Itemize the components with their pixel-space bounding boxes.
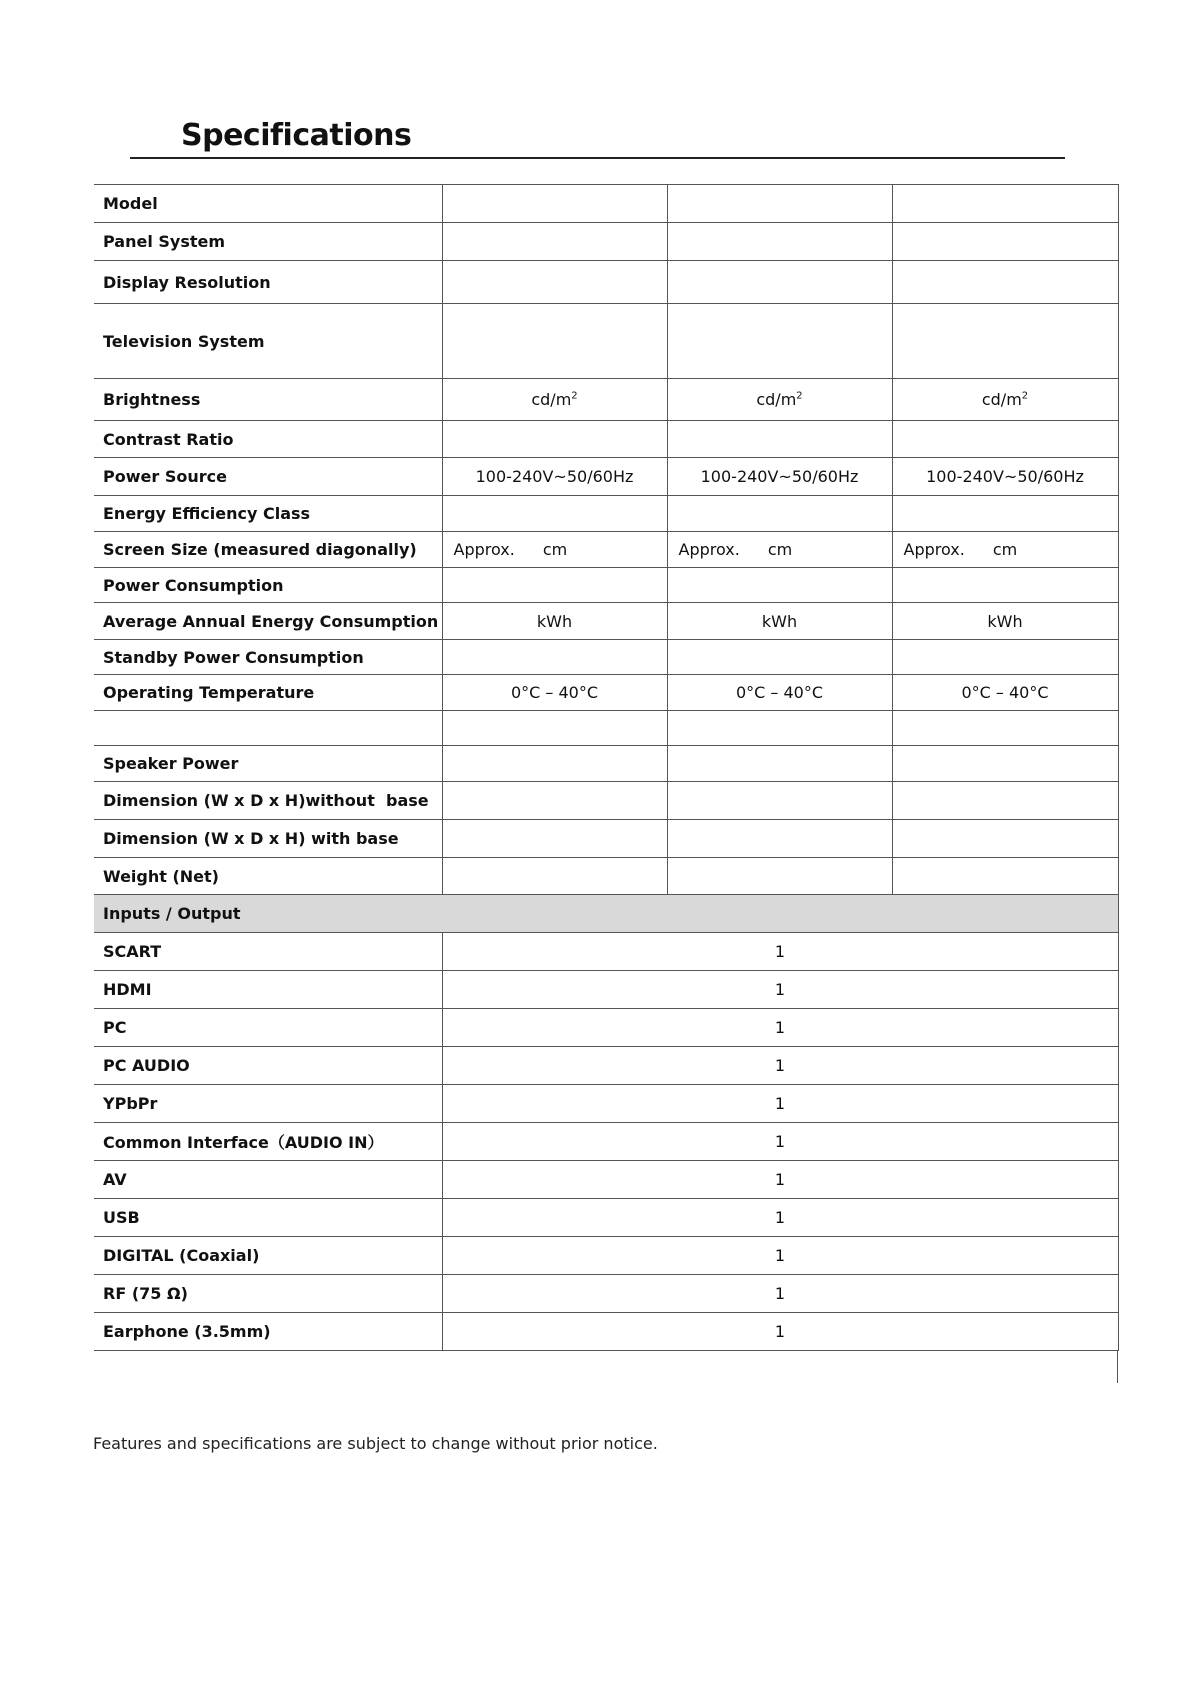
brightness-unit-exponent: 2 — [571, 390, 578, 402]
io-label: HDMI — [94, 971, 442, 1009]
screen-size-unit: cm — [542, 540, 568, 559]
spec-label: Dimension (W x D x H)without base — [94, 782, 442, 820]
page-title: Specifications — [181, 118, 412, 153]
io-label: DIGITAL (Coaxial) — [94, 1237, 442, 1275]
spec-label: Speaker Power — [94, 746, 442, 782]
spec-row-dimension-without-base — [94, 782, 1118, 820]
brightness-unit: cd/m — [981, 390, 1022, 409]
io-label: Earphone (3.5mm) — [94, 1313, 442, 1351]
io-label: YPbPr — [94, 1085, 442, 1123]
spec-value — [442, 185, 667, 223]
io-row-common-interface — [94, 1123, 1118, 1161]
spec-value — [442, 711, 667, 746]
io-value: 1 — [442, 1161, 1118, 1199]
io-row-rf — [94, 1275, 1118, 1313]
spec-value — [667, 496, 892, 532]
footnote: Features and specifications are subject to change without prior notice. — [93, 1434, 658, 1453]
spec-value — [892, 711, 1118, 746]
spec-label: Display Resolution — [94, 261, 442, 304]
annual-energy-unit: kWh — [667, 603, 892, 640]
table-trailing-rule — [1117, 1350, 1118, 1383]
spec-label: Weight (Net) — [94, 858, 442, 895]
spec-label: Power Source — [94, 458, 442, 496]
spec-value — [442, 640, 667, 675]
power-source-value: 100-240V~50/60Hz — [667, 458, 892, 496]
brightness-value — [442, 379, 667, 421]
io-row-hdmi — [94, 971, 1118, 1009]
spec-row-panel-system — [94, 223, 1118, 261]
io-row-pc-audio — [94, 1047, 1118, 1085]
spec-value — [892, 782, 1118, 820]
spec-value — [667, 568, 892, 603]
spec-label: Standby Power Consumption — [94, 640, 442, 675]
spec-row-energy-efficiency — [94, 496, 1118, 532]
io-value: 1 — [442, 1009, 1118, 1047]
spec-value — [667, 858, 892, 895]
annual-energy-unit: kWh — [442, 603, 667, 640]
screen-size-prefix: Approx. — [903, 540, 965, 559]
title-underline — [130, 157, 1065, 159]
spec-label: Brightness — [94, 379, 442, 421]
io-value: 1 — [442, 933, 1118, 971]
io-section-header — [94, 895, 1118, 933]
spec-row-speaker-power — [94, 746, 1118, 782]
io-row-pc — [94, 1009, 1118, 1047]
spec-value — [442, 568, 667, 603]
spec-row-brightness — [94, 379, 1118, 421]
io-value: 1 — [442, 1199, 1118, 1237]
specifications-table — [94, 184, 1119, 1351]
io-label: USB — [94, 1199, 442, 1237]
io-label: AV — [94, 1161, 442, 1199]
io-value: 1 — [442, 971, 1118, 1009]
io-row-digital-coaxial — [94, 1237, 1118, 1275]
spec-value — [442, 820, 667, 858]
spec-value — [442, 421, 667, 458]
screen-size-prefix: Approx. — [678, 540, 740, 559]
power-source-value: 100-240V~50/60Hz — [892, 458, 1118, 496]
io-row-scart — [94, 933, 1118, 971]
spec-label — [94, 711, 442, 746]
spec-row-power-source — [94, 458, 1118, 496]
spec-value — [667, 261, 892, 304]
io-value: 1 — [442, 1275, 1118, 1313]
brightness-unit: cd/m — [756, 390, 797, 409]
screen-size-value — [442, 532, 667, 568]
spec-label: Television System — [94, 304, 442, 379]
spec-value — [667, 746, 892, 782]
io-value: 1 — [442, 1313, 1118, 1351]
spec-value — [442, 858, 667, 895]
spec-value — [442, 304, 667, 379]
operating-temperature-value: 0°C – 40°C — [892, 675, 1118, 711]
screen-size-value — [892, 532, 1118, 568]
spec-row-display-resolution — [94, 261, 1118, 304]
spec-label: Energy Efficiency Class — [94, 496, 442, 532]
spec-row-annual-energy — [94, 603, 1118, 640]
spec-row-screen-size — [94, 532, 1118, 568]
spec-value — [892, 185, 1118, 223]
io-row-usb — [94, 1199, 1118, 1237]
spec-value — [667, 711, 892, 746]
spec-label: Operating Temperature — [94, 675, 442, 711]
io-value: 1 — [442, 1237, 1118, 1275]
spec-label: Model — [94, 185, 442, 223]
spec-label: Power Consumption — [94, 568, 442, 603]
spec-value — [892, 746, 1118, 782]
spec-label: Average Annual Energy Consumption — [94, 603, 442, 640]
operating-temperature-value: 0°C – 40°C — [667, 675, 892, 711]
power-source-value: 100-240V~50/60Hz — [442, 458, 667, 496]
io-row-av — [94, 1161, 1118, 1199]
screen-size-prefix: Approx. — [453, 540, 515, 559]
spec-value — [667, 820, 892, 858]
spec-row-contrast-ratio — [94, 421, 1118, 458]
io-label: RF (75 Ω) — [94, 1275, 442, 1313]
io-value: 1 — [442, 1085, 1118, 1123]
screen-size-unit: cm — [767, 540, 793, 559]
io-row-ypbpr — [94, 1085, 1118, 1123]
spec-value — [442, 496, 667, 532]
spec-row-operating-temperature — [94, 675, 1118, 711]
spec-value — [667, 185, 892, 223]
spec-value — [667, 782, 892, 820]
annual-energy-unit: kWh — [892, 603, 1118, 640]
spec-row-model — [94, 185, 1118, 223]
spec-row-power-consumption — [94, 568, 1118, 603]
spec-row-blank — [94, 711, 1118, 746]
spec-row-weight — [94, 858, 1118, 895]
spec-label: Contrast Ratio — [94, 421, 442, 458]
spec-value — [892, 304, 1118, 379]
io-label: SCART — [94, 933, 442, 971]
spec-value — [892, 568, 1118, 603]
spec-row-standby-power — [94, 640, 1118, 675]
io-label: Common Interface（AUDIO IN） — [94, 1123, 442, 1161]
spec-value — [667, 421, 892, 458]
io-value: 1 — [442, 1123, 1118, 1161]
spec-value — [667, 304, 892, 379]
brightness-unit: cd/m — [531, 390, 572, 409]
brightness-unit-exponent: 2 — [1021, 390, 1029, 402]
screen-size-unit: cm — [992, 540, 1018, 559]
spec-label: Screen Size (measured diagonally) — [94, 532, 442, 568]
spec-value — [892, 223, 1118, 261]
spec-value — [892, 820, 1118, 858]
spec-value — [442, 746, 667, 782]
spec-value — [667, 223, 892, 261]
spec-value — [442, 782, 667, 820]
spec-value — [892, 261, 1118, 304]
screen-size-value — [667, 532, 892, 568]
brightness-unit-exponent: 2 — [796, 390, 803, 402]
io-label: PC — [94, 1009, 442, 1047]
operating-temperature-value: 0°C – 40°C — [442, 675, 667, 711]
io-section-title: Inputs / Output — [94, 895, 1118, 933]
spec-row-dimension-with-base — [94, 820, 1118, 858]
spec-label: Dimension (W x D x H) with base — [94, 820, 442, 858]
brightness-value — [667, 379, 892, 421]
io-label: PC AUDIO — [94, 1047, 442, 1085]
spec-value — [892, 421, 1118, 458]
spec-value — [442, 223, 667, 261]
io-value: 1 — [442, 1047, 1118, 1085]
spec-value — [442, 261, 667, 304]
spec-value — [892, 858, 1118, 895]
spec-row-television-system — [94, 304, 1118, 379]
spec-value — [667, 640, 892, 675]
spec-label: Panel System — [94, 223, 442, 261]
spec-value — [892, 496, 1118, 532]
spec-value — [892, 640, 1118, 675]
brightness-value — [892, 379, 1118, 421]
io-row-earphone — [94, 1313, 1118, 1351]
